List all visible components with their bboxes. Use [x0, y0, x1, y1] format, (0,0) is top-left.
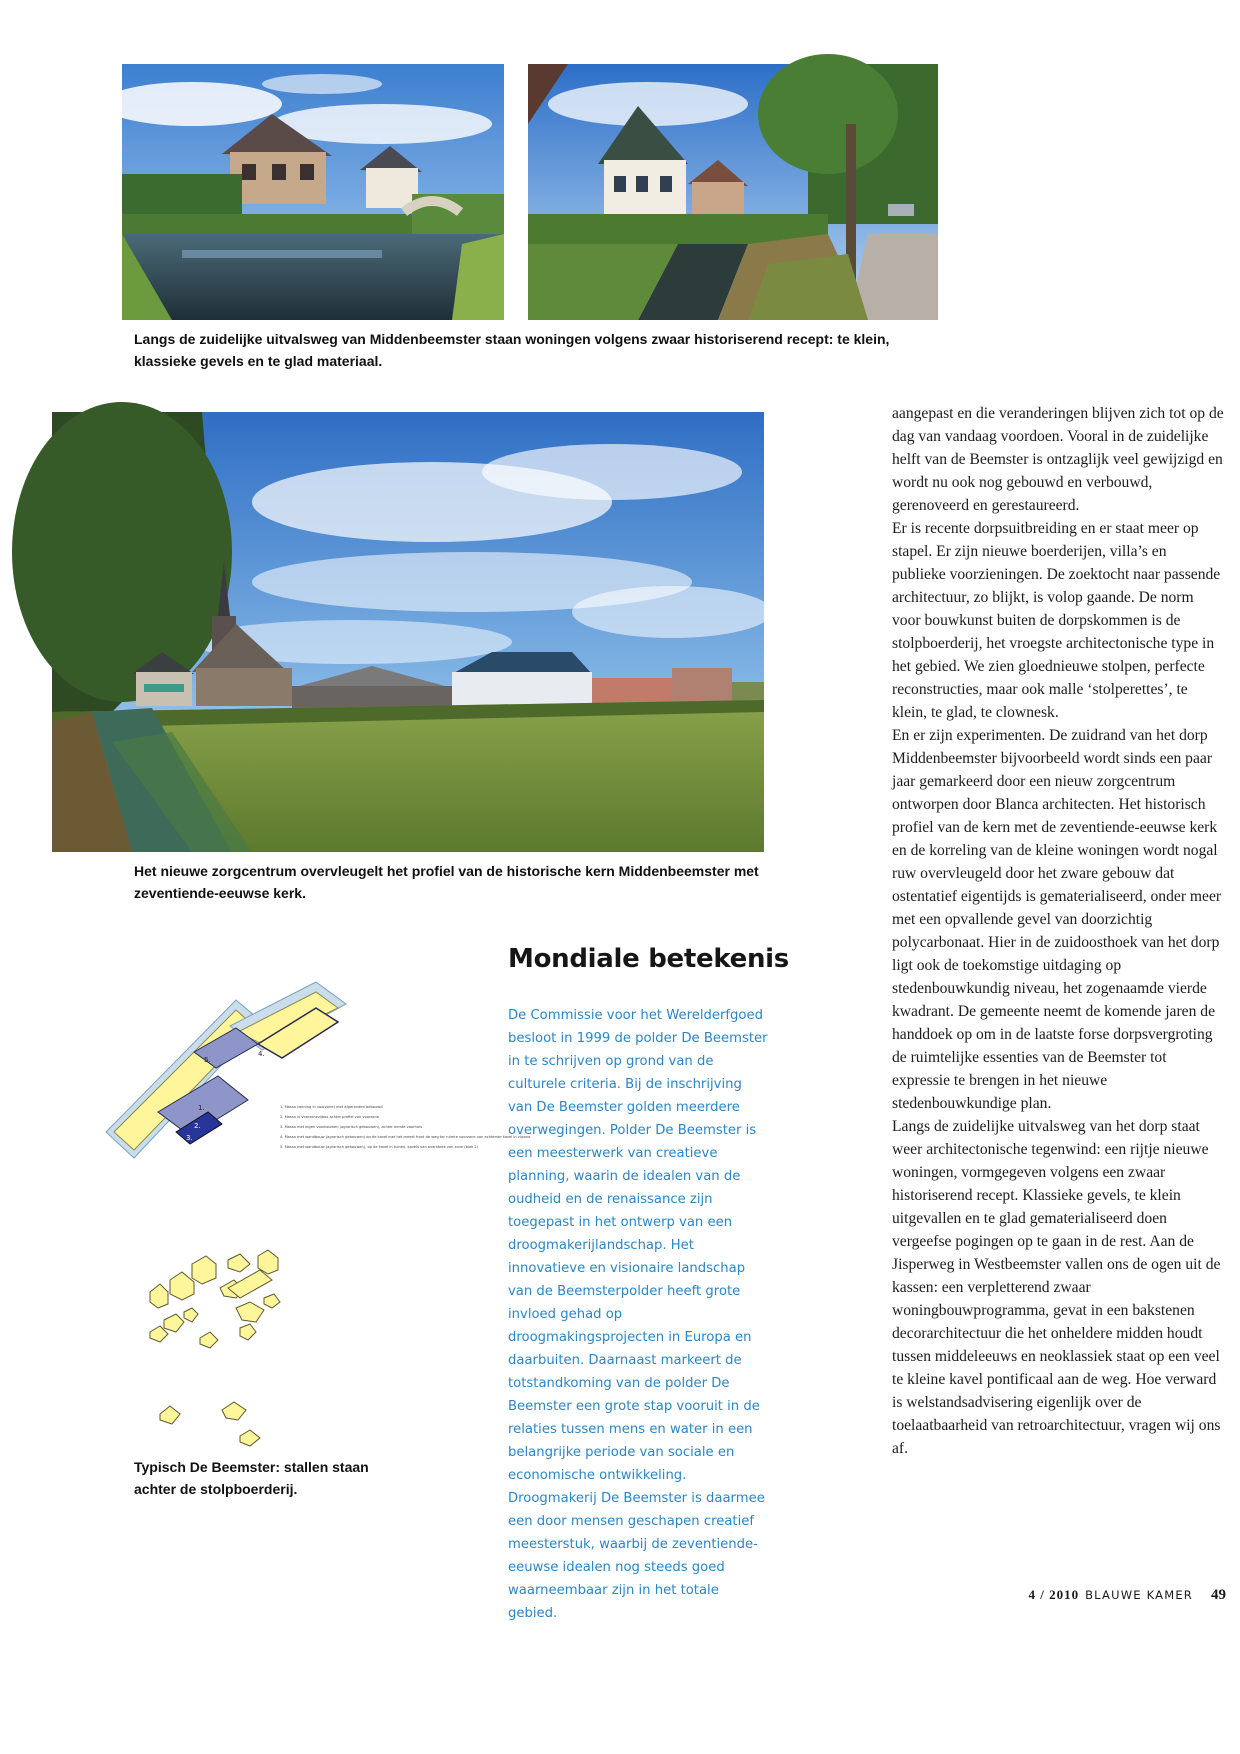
caption-diagram: Typisch De Beemster: stallen staan achter de stolpboerderij.	[134, 1459, 369, 1497]
plan-number-1: 1.	[198, 1104, 205, 1112]
body-paragraph-3: En er zijn experimenten. De zuidrand van het dorp Middenbeemster bijvoorbeeld wordt sinds een paar jaar gemarkeerd door een nieuw zorgcentrum ontworpen door Blanca architecten. Het historisch profiel van de kern met de zeventiende-eeuwse kerk en de korreling van de kleine woningen wordt nogal ruw overvleugeld door het zware gebouw dat ostentatief eigentijds is gematerialiseerd, onder meer met een opvallende gevel van doorzichtig polycarbonaat. Hier in de zuidoosthoek van het dorp ligt ook de toekomstige uitdaging op stedenbouwkundig niveau, het zogenaamde vierde kwadrant. De gemeente neemt de komende jaren de handdoek op om in de laatste forse dorpsvergroting de ruimtelijke essenties van de Beemster tot expressie te brengen in het nieuwe stedenbouwkundige plan.	[892, 727, 1222, 1112]
body-paragraph-2: Er is recente dorpsuitbreiding en er staat meer op stapel. Er zijn nieuwe boerderijen, villa’s en publieke voorzieningen. De zoektocht naar passende architectuur, zo blijkt, is volop gaande. De norm voor bouwkunst buiten de dorpskommen is de stolpboerderij, het vroegste architectonische type in het gebied. We zien gloednieuwe stolpen, perfecte reconstructies, maar ook malle ‘stolperettes’, te klein, te glad, te clownesk.	[892, 520, 1221, 721]
sidebar-text: De Commissie voor het Werelderfgoed besloot in 1999 de polder De Beemster in te schrijven op grond van de culturele criteria. Bij de inschrijving van De Beemster golden meerdere overwegingen. Polder De Beemster is een meesterwerk van creatieve planning, waarin de idealen van de oudheid en de renaissance zijn toegepast in het ontwerp van een droogmakerijlandschap. Het innovatieve en visionaire landschap van de Beemsterpolder heeft grote invloed gehad op droogmakingsprojecten in Europa en daarbuiten. Daarnaast markeert de totstandkoming van de polder De Beemster een grote stap vooruit in de relaties tussen mens en water in een belangrijke periode van sociale en economische ontwikkeling. Droogmakerij De Beemster is daarmee een door mensen geschapen creatief meesterstuk, waarbij de zeventiende-eeuwse idealen nog steeds goed waarneembaar zijn in het totale gebied.	[508, 1008, 768, 1621]
church-polder-meadow-icon	[52, 412, 764, 852]
plan-number-4: 4.	[258, 1050, 265, 1058]
canal-houses-icon	[122, 64, 504, 320]
farm-buildings-icon	[140, 1250, 340, 1450]
page-footer	[1000, 1587, 1226, 1604]
plan-legend-2: 2. Massa in voorzonezijbox achter profiel van voorzone	[280, 1115, 379, 1119]
photo-canal-farmhouse-road	[528, 64, 938, 320]
footer-issue: 4 / 2010	[1028, 1587, 1080, 1602]
footer-magazine: BLAUWE KAMER	[1085, 1588, 1193, 1602]
plot-plan-icon	[98, 982, 531, 1200]
plan-legend-1: 1. Massa (woning in voorzone) met afgeronden bebouwd	[280, 1105, 383, 1109]
photo-church-polder	[52, 412, 764, 852]
plan-legend-3: 3. Massa met eigen voorbouwen (agrarisch gebouwen), achter eerste voorhuis	[280, 1125, 422, 1129]
plan-diagram	[98, 982, 531, 1200]
plan-legend-4: 4. Massa met wandbouw (agrarisch gebouwen) op de kavel met het meest front de weg ter ruimte voorzone van achterste kavel in zijzone	[280, 1135, 531, 1139]
caption-middle-photo: Het nieuwe zorgcentrum overvleugelt het profiel van de historische kern Middenbeemster met zeventiende-eeuwse kerk.	[134, 863, 759, 901]
plan-number-3: 3.	[186, 1134, 193, 1142]
page-number: 49	[1211, 1587, 1226, 1603]
plan-number-2: 2.	[194, 1122, 201, 1130]
body-paragraph-1: aangepast en die veranderingen blijven zich tot op de dag van vandaag voordoen. Vooral in de zuidelijke helft van de Beemster is ontzaglijk veel gewijzigd en wordt nu ook nog gebouwd en verbouwd, gerenoveerd en gerestaureerd.	[892, 405, 1224, 514]
photo-canal-houses	[122, 64, 504, 320]
buildings-diagram	[140, 1250, 340, 1450]
main-article-column	[892, 402, 1224, 1460]
plan-legend-5: 5. Massa met wandbouw (agrarisch gebouwen), op de kavel in tuinen, kavels van oversteek van zone (blok 2)	[280, 1145, 479, 1149]
sidebar-heading: Mondiale betekenis	[508, 944, 789, 974]
plan-number-5: 5.	[204, 1056, 211, 1064]
caption-top-photos: Langs de zuidelijke uitvalsweg van Middenbeemster staan woningen volgens zwaar historiserend recept: te klein, klassieke gevels en te glad materiaal.	[134, 331, 890, 369]
canal-farmhouse-road-icon	[528, 64, 938, 320]
body-paragraph-4: Langs de zuidelijke uitvalsweg van het dorp staat weer architectonische tegenwind: een rijtje nieuwe woningen, vormgegeven volgens een zwaar historiserend recept. Klassieke gevels, te klein uitgevallen en te glad gematerialiseerd doen vergeefse pogingen op te gaan in de rest. Aan de Jisperweg in Westbeemster vallen ons de ogen uit de kassen: een verpletterend zwaar woningbouwprogramma, gevat in een bakstenen decorarchitectuur die het onheldere midden houdt tussen middeleeuws en neoklassiek staat op een veel te kleine kavel pontificaal aan de weg. Hoe verward is welstandsadvisering eigenlijk over de toelaatbaarheid van retroarchitectuur, vragen wij ons af.	[892, 1118, 1221, 1457]
